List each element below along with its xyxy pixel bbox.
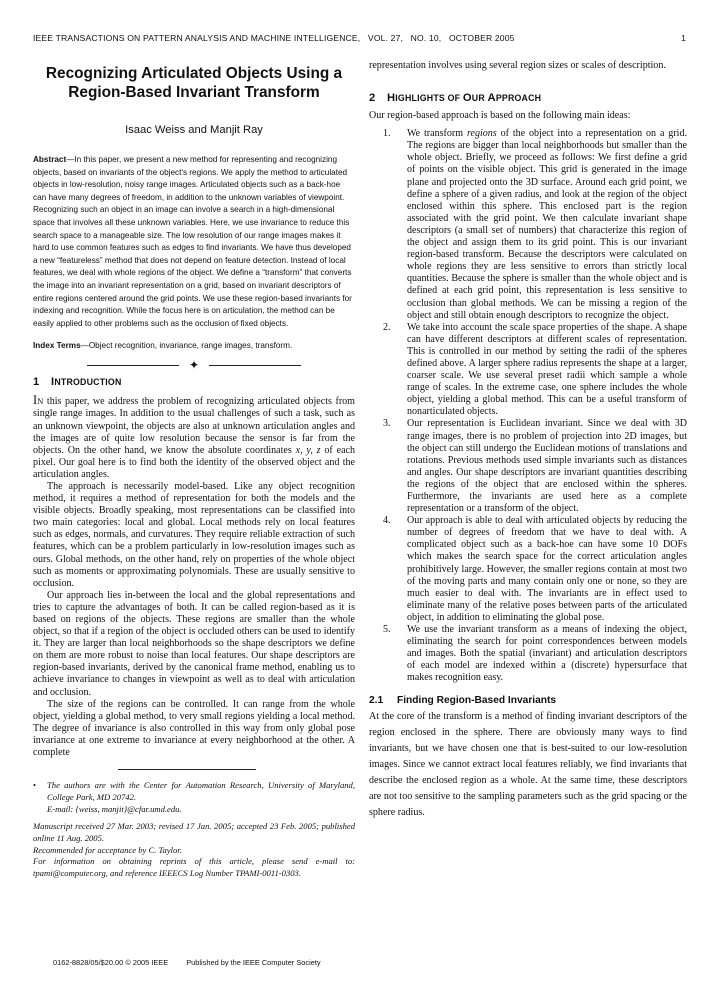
- footnotes: [33, 780, 355, 880]
- section-2-1-paragraph: At the core of the transform is a method of finding invariant descriptors of the region enclosed in the sphere. There are obviously many ways to find invariants, but we have chosen one that is best-suited to our low-resolution images. Since we cannot extract local features reliably, we find invariants that describe the enclosed region as a whole. At the same time, these descriptors are not too sensitive to the sampling parameters such as the grid spacing or the sphere radius.: [369, 710, 687, 819]
- list-item: 5. We use the invariant transform as a means of indexing the object, eliminating the search for point correspondences between models and images. Both the spatial (invariant) and articulation descriptors of each model are indexed within a (discrete) hypersurface that makes recognition easy.: [383, 624, 687, 684]
- left-column: [33, 60, 355, 880]
- intro-paragraph-3: Our approach lies in-between the local and the global representations and tries to capture the advantages of both. It can be called region-based as it is based on regions of the objects. These regions are smaller than the whole object, so that if a region of the object is occluded others can be used to identify it. They are larger than local neighborhoods so the shape descriptors we define on them are more robust to noise than local features. Our shape descriptors are region-based invariants, derived by the canonical frame method, enabling us to achieve invariance to changes in viewpoint as well as to deal with articulation and occlusion.: [33, 589, 355, 698]
- title-line-1: Recognizing Articulated Objects Using a: [45, 65, 343, 82]
- footnote-separator: [118, 769, 256, 770]
- list-item: 2. We take into account the scale space properties of the shape. A shape can have different descriptors at different scales of representation. This is controlled in our method by setting the radii of the spheres defined above. A larger sphere radius represents the shape at a larger, coarser scale. We use several preset radii which sample a whole range of scales. In the extreme case, one sphere includes the whole object, yielding a global method. This can be a useful transform of nonarticulated objects.: [383, 321, 687, 418]
- intro-paragraph-4: The size of the regions can be controlled. It can range from the whole object, yielding a global method, to very small regions yielding a local method. The degree of invariance is also controlled in this way from only global pose invariance at one extreme to invariance at every neighborhood at the other. A complete: [33, 698, 355, 759]
- abstract: [33, 154, 355, 330]
- section-1-heading: 1 INTRODUCTION: [33, 376, 122, 389]
- abstract-text: —In this paper, we present a new method for representing and recognizing objects, based on invariants of the object's regions. We apply the method to articulated objects in low-resolution, noisy range images. Articulated objects such as a back-hoe can have many degrees of freedom, in addition to the unknown variables of viewpoint. Recognizing such an object in an image can involve a search in a high-dimensional space that involves all these unknown variables. Here, we use invariance to reduce this search space to a manageable size. The low resolution of our range images makes it hard to use common features such as edges to find invariants. We have thus developed a new “featureless” method that does not depend on feature detection. Instead of local features, we deal with whole regions of the object. We define a “transform” that converts the image into an invariant representation on a grid, based on invariant descriptors of entire regions centered around the grid points. We use these region-based invariants for indexing and recognition. While the focus here is on articulation, the method can be easily applied to other problems such as the occlusion of fixed objects.: [33, 155, 352, 328]
- authors: Isaac Weiss and Manjit Ray: [125, 124, 263, 136]
- paper-title: [33, 64, 355, 102]
- list-item: 4. Our approach is able to deal with articulated objects by reducing the number of degrees of freedom that we have to deal with. A complicated object such as a back-hoe can have some 10 DOFs which makes the search space for the correct articulation angles prohibitively large. However, the smaller regions contain at most two of the moving parts and many contain only one or none, so they are much easier to deal with. The invariants are in effect used to eliminate many of the relative poses between parts of the articulated object, in addition to eliminating the global pose.: [383, 515, 687, 623]
- received-dates: Manuscript received 27 Mar. 2003; revised 17 Jan. 2005; accepted 23 Feb. 2005; published online 11 Aug. 2005.: [33, 821, 355, 843]
- title-line-2: Region-Based Invariant Transform: [68, 84, 320, 101]
- section-2-intro: Our region-based approach is based on the following main ideas:: [369, 110, 631, 122]
- divider-ornament: ✦: [188, 358, 200, 373]
- abstract-label: Abstract: [33, 155, 67, 164]
- running-header: [33, 33, 686, 47]
- index-terms-label: Index Terms: [33, 341, 81, 351]
- continued-paragraph: representation involves using several region sizes or scales of description.: [369, 60, 666, 71]
- section-2-body: [369, 110, 687, 684]
- page-number: 1: [681, 33, 686, 43]
- index-terms-text: —Object recognition, invariance, range images, transform.: [80, 341, 293, 351]
- copyright-code: 0162-8828/05/$20.00 © 2005 IEEE: [53, 958, 169, 967]
- reprints-info: For information on obtaining reprints of this article, please send e-mail to: tpami@computer.org, and reference IEEECS Log Number TPAMI-0011-0303.: [33, 856, 355, 879]
- section-1-body: [33, 394, 355, 759]
- section-divider: [33, 358, 355, 372]
- section-2-1-body: [369, 709, 687, 822]
- journal-info: IEEE TRANSACTIONS ON PATTERN ANALYSIS AND MACHINE INTELLIGENCE, VOL. 27, NO. 10, OCTOBER 2005: [33, 33, 515, 43]
- list-item: 1. We transform regions of the object into a representation on a grid. The regions are bigger than local neighborhoods but smaller than the whole object. Briefly, we proceed as follows: We first define a grid of points on the visible object. This grid is generated in the image plane and projected onto the 3D surface. Around each grid point, we define a sphere of a given radius, and look at the region of the object enclosed within this sphere. This enclosed part is the region associated with the grid point. We then calculate invariant shape descriptors (a small set of numbers) that characterize this region of the object and assign them to its grid point. This is our invariant region-based transform. Because the descriptors were calculated on whole regions they are less sensitive to errors than strictly local quantities. Because the sphere is smaller than the whole object and is defined at each grid point, this representation is less sensitive to occlusion than global methods. We can be missing a region of the object and still obtain enough descriptors to recognize the object.: [383, 128, 687, 321]
- affiliation-note: • The authors are with the Center for Automation Research, University of Maryland, College Park, MD 20742. E-mail: {weiss, manjit}@cfar.umd.edu.: [33, 780, 355, 814]
- intro-paragraph-1: IN this paper, we address the problem of recognizing articulated objects from single range images. In addition to the usual challenges of such a task, such as an unknown viewpoint, the objects are also at unknown articulation angles and the images are of quite low resolution because the sensor is far from the objects. On the other hand, we know the absolute coordinates x, y, z of each pixel. Our goal here is to find both the identity of the observed object and the articulation angles.: [33, 393, 356, 480]
- right-column: [369, 60, 687, 821]
- section-2-heading: 2 HIGHLIGHTS OF OUR APPROACH: [369, 92, 542, 105]
- intro-paragraph-2: The approach is necessarily model-based. Like any object recognition method, it requires a method of representation for both the models and the visible objects. Broadly speaking, most representations can be classified into two main categories: local and global. Local methods rely on local features such as edges, normals, and curvatures. They require reliable extraction of such features, which can be a problem particularly in low-resolution images such as ours. Global methods, on the other hand, rely on properties of the whole object such as moments or approximating polynomials. These are usually sensitive to occlusion.: [33, 480, 355, 589]
- main-ideas-list: [369, 128, 687, 684]
- recommended-by: Recommended for acceptance by C. Taylor.: [33, 844, 182, 855]
- section-2-1-heading: 2.1 Finding Region-Based Invariants: [369, 694, 557, 706]
- index-terms: [33, 341, 355, 350]
- publisher-note: Published by the IEEE Computer Society: [186, 958, 321, 967]
- list-item: 3. Our representation is Euclidean invariant. Since we deal with 3D range images, there is no problem of projection into 2D images, but the object can still undergo the Euclidean motions of translations and rotations. Previous methods used simple invariants such as distances and angles. Our shape descriptors are invariant quantities describing the regions of the object that are enclosed within the spheres. Furthermore, the invariants are used here as a complete representation or a transform of the object.: [383, 418, 687, 515]
- page-footer: [53, 958, 337, 967]
